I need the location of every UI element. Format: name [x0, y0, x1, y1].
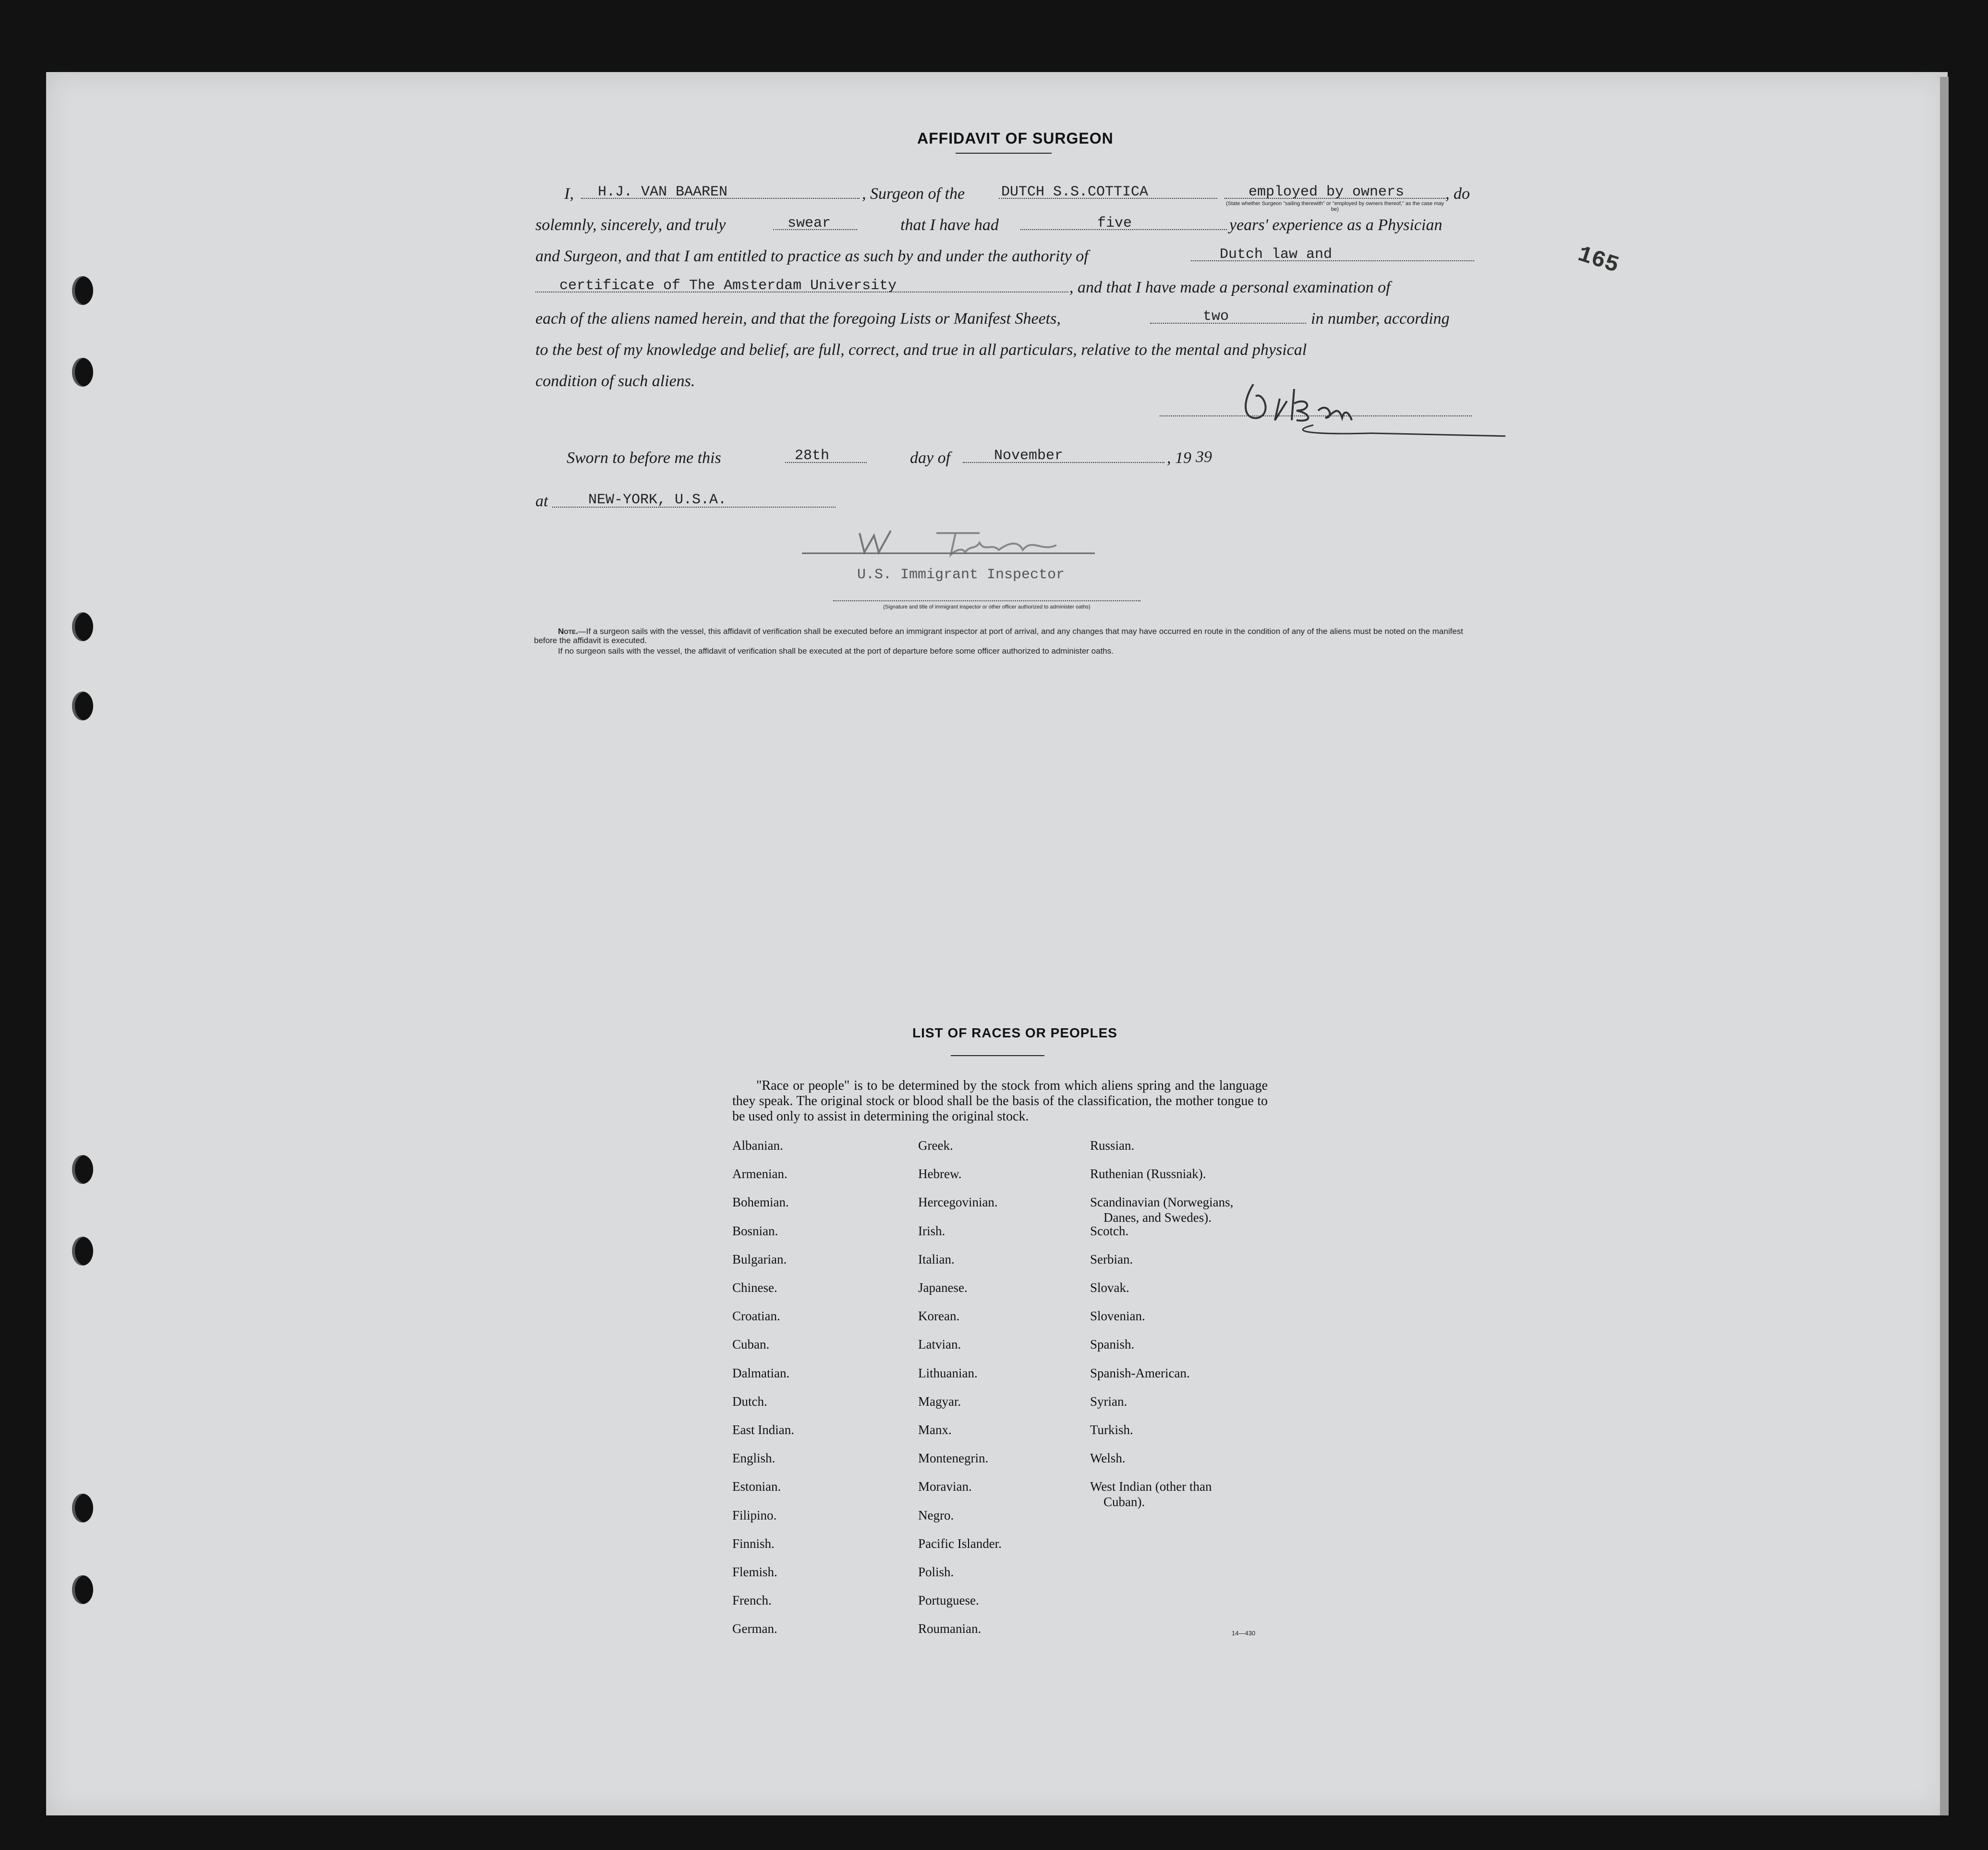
- race-item: Roumanian.: [918, 1621, 982, 1636]
- blank-month: [963, 462, 1164, 463]
- authority-continued: certificate of The Amsterdam University: [559, 278, 897, 294]
- races-title-underline: [951, 1055, 1044, 1056]
- authority-text: Dutch law and: [1220, 246, 1333, 263]
- sworn-mid: day of: [910, 449, 951, 467]
- race-item: Danes, and Swedes).: [1103, 1210, 1212, 1225]
- race-item: Irish.: [918, 1223, 946, 1238]
- race-item: Scotch.: [1090, 1223, 1129, 1238]
- race-item: Filipino.: [732, 1508, 777, 1522]
- sheet-edge: [1940, 77, 1949, 1815]
- race-item: Welsh.: [1090, 1451, 1126, 1466]
- binder-hole: [72, 612, 93, 641]
- line2-mid: that I have had: [900, 216, 999, 234]
- race-item: Turkish.: [1090, 1423, 1133, 1437]
- race-item: Cuban).: [1103, 1495, 1145, 1509]
- race-item: English.: [732, 1451, 776, 1466]
- race-item: Negro.: [918, 1508, 954, 1522]
- race-item: Cuban.: [732, 1337, 770, 1352]
- race-item: Portuguese.: [918, 1593, 979, 1608]
- sworn-year-prefix: , 19: [1167, 449, 1191, 467]
- race-item: Pacific Islander.: [918, 1536, 1002, 1551]
- surgeon-name: H.J. VAN BAAREN: [598, 184, 728, 200]
- sheet-count: two: [1203, 308, 1229, 325]
- race-item: Polish.: [918, 1565, 954, 1579]
- race-item: Hercegovinian.: [918, 1195, 998, 1210]
- race-item: Flemish.: [732, 1565, 777, 1579]
- binder-hole: [72, 1494, 93, 1522]
- binder-hole: [72, 1575, 93, 1604]
- race-item: Syrian.: [1090, 1394, 1127, 1409]
- race-item: Latvian.: [918, 1337, 961, 1352]
- line5-suffix: in number, according: [1311, 310, 1450, 328]
- inspector-title: U.S. Immigrant Inspector: [857, 567, 1065, 583]
- race-item: French.: [732, 1593, 772, 1608]
- race-item: Slovak.: [1090, 1280, 1129, 1295]
- line4-suffix: , and that I have made a personal examination of: [1069, 279, 1391, 296]
- races-intro-text: "Race or people" is to be determined by the stock from which aliens spring and the language they speak. The original stock or blood shall be the basis of the classification, the mother tongue to be used only to assist in determining the original stock.: [732, 1078, 1268, 1124]
- sworn-prefix: Sworn to before me this: [567, 449, 721, 467]
- affidavit-note-2: If no surgeon sails with the vessel, the affidavit of verification shall be executed at the port of departure before some officer authorized to administer oaths.: [558, 646, 1114, 656]
- races-intro: [732, 1078, 1268, 1124]
- race-item: Bulgarian.: [732, 1252, 787, 1266]
- affidavit-line-6: to the best of my knowledge and belief, are full, correct, and true in all particulars, relative to the mental and physical: [535, 341, 1307, 359]
- race-item: Moravian.: [918, 1479, 972, 1494]
- line5-prefix: each of the aliens named herein, and that the foregoing Lists or Manifest Sheets,: [535, 310, 1061, 328]
- line2-prefix: solemnly, sincerely, and truly: [535, 216, 726, 234]
- inspector-caption: (Signature and title of immigrant inspector or other officer authorized to administer oaths): [883, 604, 1091, 610]
- race-item: West Indian (other than: [1090, 1479, 1212, 1494]
- race-item: Japanese.: [918, 1280, 968, 1295]
- race-item: Lithuanian.: [918, 1365, 978, 1380]
- race-item: Magyar.: [918, 1394, 961, 1409]
- surgeon-signature-line: [1160, 415, 1472, 416]
- note-text: —If a surgeon sails with the vessel, this affidavit of verification shall be executed before an immigrant inspector at port of arrival, and any changes that may have occurred en route in the condition of any of the aliens must be noted on the manifest before the affidavit is executed.: [534, 627, 1464, 645]
- race-item: Slovenian.: [1090, 1309, 1145, 1324]
- inspector-signature-line: [833, 600, 1140, 601]
- surgeon-signature: [1160, 375, 1510, 442]
- race-item: Greek.: [918, 1138, 953, 1153]
- at-prefix: at: [535, 492, 548, 510]
- line3-prefix: and Surgeon, and that I am entitled to practice as such by and under the authority of: [535, 247, 1089, 265]
- binder-hole: [72, 1155, 93, 1184]
- race-item: German.: [732, 1621, 777, 1636]
- race-item: Ruthenian (Russniak).: [1090, 1167, 1206, 1181]
- race-item: Hebrew.: [918, 1167, 962, 1181]
- affidavit-line-3: [535, 247, 1474, 266]
- race-item: Finnish.: [732, 1536, 775, 1551]
- inspector-signature: [797, 523, 1104, 562]
- title-underline: [956, 153, 1052, 154]
- employment-status: employed by owners: [1249, 184, 1405, 200]
- sworn-place: NEW-YORK, U.S.A.: [588, 492, 727, 508]
- line2-suffix: years' experience as a Physician: [1229, 216, 1443, 234]
- document-sheet: [46, 72, 1948, 1815]
- race-item: Bosnian.: [732, 1223, 778, 1238]
- races-title: LIST OF RACES OR PEOPLES: [912, 1025, 1117, 1040]
- binder-hole: [72, 276, 93, 305]
- race-item: Korean.: [918, 1309, 960, 1324]
- race-item: Montenegrin.: [918, 1451, 989, 1466]
- vessel-name: DUTCH S.S.COTTICA: [1001, 184, 1149, 200]
- note-label: Note.: [558, 627, 578, 636]
- affidavit-line-7: condition of such aliens.: [535, 372, 695, 390]
- race-item: Estonian.: [732, 1479, 781, 1494]
- race-item: Dutch.: [732, 1394, 767, 1409]
- line1-suffix: , do: [1445, 185, 1470, 203]
- binder-hole: [72, 692, 93, 720]
- line1-prefix: I,: [564, 185, 574, 203]
- binder-hole: [72, 358, 93, 387]
- race-item: Serbian.: [1090, 1252, 1133, 1266]
- page-number-stamp: 165: [1574, 241, 1622, 280]
- binder-hole: [72, 1237, 93, 1266]
- race-item: Scandinavian (Norwegians,: [1090, 1195, 1234, 1210]
- race-item: Spanish.: [1090, 1337, 1135, 1352]
- race-item: Russian.: [1090, 1138, 1135, 1153]
- affidavit-note: [534, 627, 1473, 645]
- race-item: Dalmatian.: [732, 1365, 790, 1380]
- affidavit-title: AFFIDAVIT OF SURGEON: [917, 130, 1114, 147]
- sworn-year: 39: [1196, 448, 1212, 466]
- race-item: Croatian.: [732, 1309, 780, 1324]
- race-item: Albanian.: [732, 1138, 783, 1153]
- race-item: Italian.: [918, 1252, 955, 1266]
- race-item: Manx.: [918, 1423, 952, 1437]
- race-item: Spanish-American.: [1090, 1365, 1190, 1380]
- race-item: Bohemian.: [732, 1195, 789, 1210]
- sworn-month: November: [994, 448, 1064, 464]
- years-experience: five: [1097, 215, 1132, 231]
- oath-word: swear: [788, 215, 831, 231]
- race-item: East Indian.: [732, 1423, 794, 1437]
- sworn-day: 28th: [795, 448, 830, 464]
- line1-mid: , Surgeon of the: [862, 185, 965, 203]
- employment-note: (State whether Surgeon "sailing therewith" or "employed by owners thereof," as the case may be): [1225, 201, 1444, 212]
- race-item: Armenian.: [732, 1167, 788, 1181]
- form-number: 14—430: [1232, 1630, 1256, 1637]
- race-item: Chinese.: [732, 1280, 777, 1295]
